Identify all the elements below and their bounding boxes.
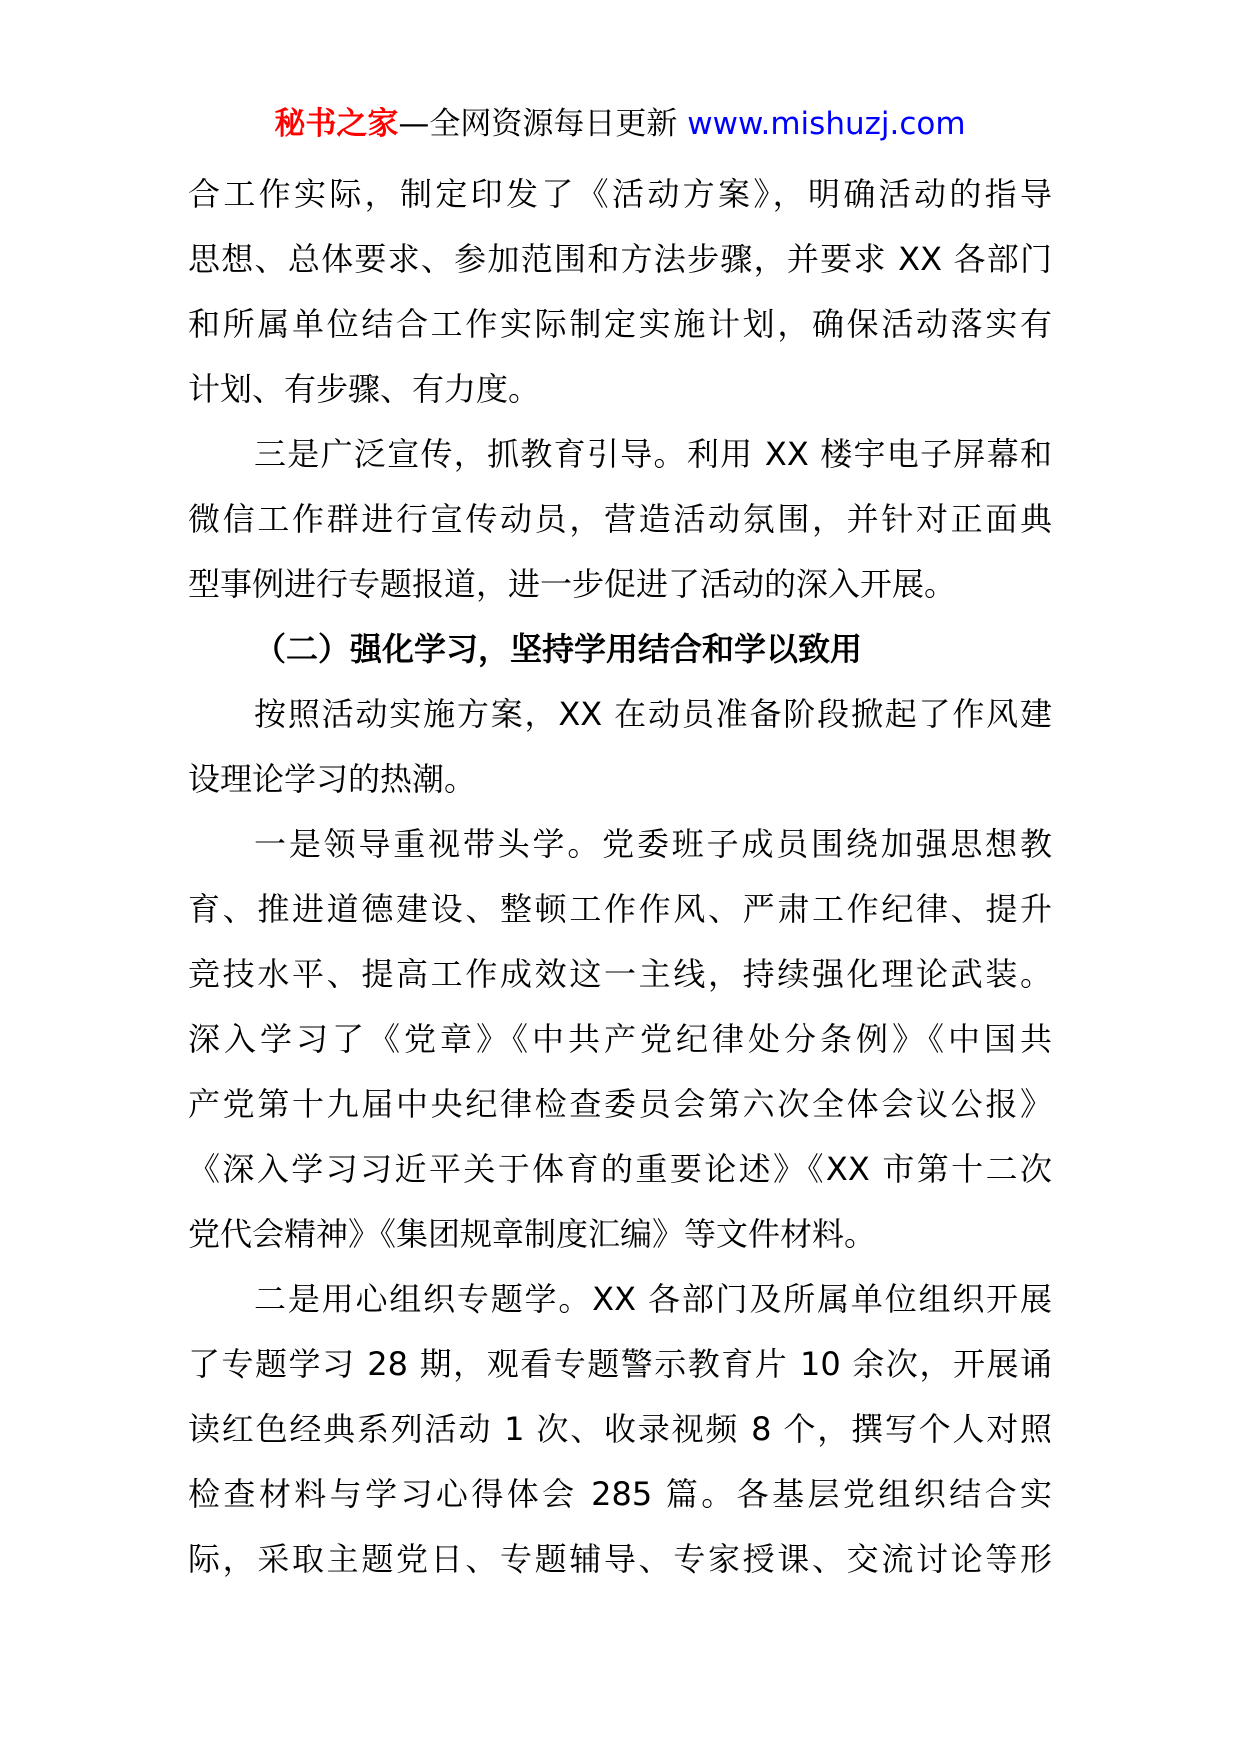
body-line: 育、推进道德建设、整顿工作作风、严肃工作纪律、提升 — [188, 890, 1052, 928]
body-line: 合工作实际，制定印发了《活动方案》，明确活动的指导 — [188, 175, 1052, 213]
body-line: 和所属单位结合工作实际制定实施计划，确保活动落实有 — [188, 305, 1052, 343]
body-line: 型事例进行专题报道，进一步促进了活动的深入开展。 — [188, 565, 957, 603]
body-line: 三是广泛宣传，抓教育引导。利用 XX 楼宇电子屏幕和 — [254, 435, 1052, 473]
body-line: 党代会精神》《集团规章制度汇编》等文件材料。 — [188, 1215, 877, 1253]
body-line: 按照活动实施方案，XX 在动员准备阶段掀起了作风建 — [254, 695, 1052, 733]
body-line: 检查材料与学习心得体会 285 篇。各基层党组织结合实 — [188, 1475, 1052, 1513]
body-line: 竞技水平、提高工作成效这一主线，持续强化理论武装。 — [188, 955, 1052, 993]
header-slogan: —全网资源每日更新 — [398, 106, 678, 142]
body-line: 思想、总体要求、参加范围和方法步骤，并要求 XX 各部门 — [188, 240, 1052, 278]
brand-name: 秘书之家 — [274, 106, 399, 142]
site-url-link[interactable]: www.mishuzj.com — [687, 106, 966, 142]
body-line: 了专题学习 28 期，观看专题警示教育片 10 余次，开展诵 — [188, 1345, 1052, 1383]
body-line: 产党第十九届中央纪律检查委员会第六次全体会议公报》 — [188, 1085, 1052, 1123]
body-line: 读红色经典系列活动 1 次、收录视频 8 个，撰写个人对照 — [188, 1410, 1052, 1448]
body-line: 《深入学习习近平关于体育的重要论述》《XX 市第十二次 — [188, 1150, 1052, 1188]
body-line: 二是用心组织专题学。XX 各部门及所属单位组织开展 — [254, 1280, 1052, 1318]
body-line: 际，采取主题党日、专题辅导、专家授课、交流讨论等形 — [188, 1540, 1052, 1578]
section-heading: （二）强化学习，坚持学用结合和学以致用 — [254, 630, 863, 668]
body-line: 设理论学习的热潮。 — [188, 760, 477, 798]
body-line: 计划、有步骤、有力度。 — [188, 370, 541, 408]
body-line: 深入学习了《党章》《中共产党纪律处分条例》《中国共 — [188, 1020, 1052, 1058]
document-body — [188, 162, 1052, 1592]
site-header — [0, 104, 1240, 144]
body-line: 微信工作群进行宣传动员，营造活动氛围，并针对正面典 — [188, 500, 1052, 538]
body-line: 一是领导重视带头学。党委班子成员围绕加强思想教 — [254, 825, 1052, 863]
